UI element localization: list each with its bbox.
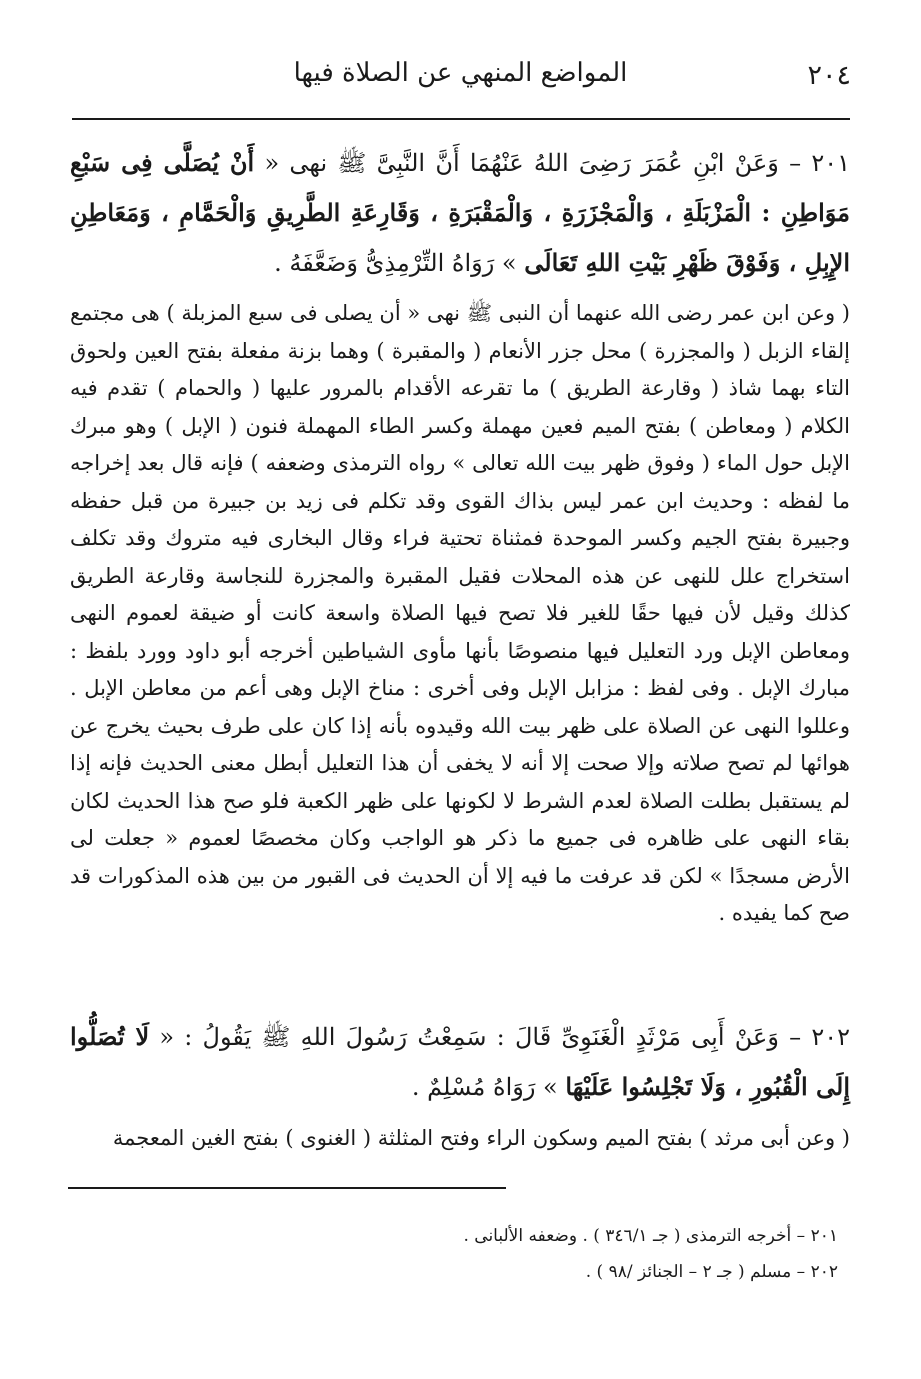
hadith-202-intro: ٢٠٢ – وَعَنْ أَبِى مَرْثَدٍ الْغَنَوِىِّ قَالَ : سَمِعْتُ رَسُولَ اللهِ ﷺ يَقُولُ : « xyxy=(159,1023,850,1051)
hadith-202 xyxy=(70,1012,850,1112)
hadith-202-outro: » رَوَاهُ مُسْلِمٌ . xyxy=(411,1073,558,1101)
commentary-202 xyxy=(70,1120,850,1158)
page-header xyxy=(70,52,851,96)
commentary-201-text: ( وعن ابن عمر رضى الله عنهما أن النبى ﷺ نهى « أن يصلى فى سبع المزبلة ) هى مجتمع إلقاء الزبل ( والمجزرة ) محل جزر الأنعام ( والمقبرة ) وهما بزنة مفعلة بفتح العين ولحوق التاء بهما شاذ ( وقارعة الطريق ) ما تقرعه الأقدام بالمرور عليها ( والحمام ) تقدم فيه الكلام ( ومعاطن ) بفتح الميم فعين مهملة وكسر الطاء المهملة فنون ( الإبل ) وهو مبرك الإبل حول الماء ( وفوق ظهر بيت الله تعالى » رواه الترمذى وضعفه ) فإنه قال بعد إخراجه ما لفظه : وحديث ابن عمر ليس بذاك القوى وقد تكلم فى زيد بن جبيرة من قبل حفظه وجبيرة بفتح الجيم وكسر الموحدة فمثناة تحتية فراء وقال البخارى فيه متروك وقد تكلف استخراج علل للنهى عن هذه المحلات فقيل المقبرة والمجزرة للنجاسة وقارعة الطريق كذلك وقيل لأن فيها حقًا للغير فلا تصح فيها الصلاة واسعة كانت أو ضيقة لعموم النهى ومعاطن الإبل ورد التعليل فيها منصوصًا بأنها مأوى الشياطين أخرجه أبو داود وورد بلفظ : مبارك الإبل . وفى لفظ : مزابل الإبل وفى أخرى : مناخ الإبل وهى أعم من معاطن الإبل . وعللوا النهى عن الصلاة على ظهر بيت الله وقيدوه بأنه إذا كان على طرف بحيث يخرج عن هوائها لم تصح صلاته وإلا صحت إلا أنه لا يخفى أن هذا التعليل أبطل معنى الحديث فإنه إذا لم يستقبل بطلت الصلاة لعدم الشرط لا لكونها على ظهر الكعبة فلو صح هذا الحديث لكان بقاء النهى على ظاهره فى جميع ما ذكر هو الواجب وكان مخصصًا لعموم « جعلت لى الأرض مسجدًا » لكن قد عرفت ما فيه إلا أن الحديث فى القبور من بين هذه المذكورات قد صح كما يفيده . xyxy=(70,301,850,925)
commentary-202-text: ( وعن أبى مرثد ) بفتح الميم وسكون الراء وفتح المثلثة ( الغنوى ) بفتح الغين المعجمة xyxy=(112,1126,850,1150)
hadith-202-quote: لَا تُصَلُّوا إِلَى الْقُبُورِ ، وَلَا تَجْلِسُوا عَلَيْهَا xyxy=(70,1022,850,1101)
footnotes xyxy=(70,1218,838,1290)
hadith-201-outro: » رَوَاهُ التِّرْمِذِىُّ وَضَعَّفَهُ . xyxy=(274,249,517,277)
hadith-201 xyxy=(70,138,850,288)
footnote-202: ٢٠٢ – مسلم ( جـ ٢ – الجنائز /٩٨ ) . xyxy=(585,1262,838,1282)
page-title: المواضع المنهي عن الصلاة فيها xyxy=(293,58,628,88)
hadith-201-quote: أَنْ يُصَلَّى فِى سَبْعِ مَوَاطِنِ : الْمَزْبَلَةِ ، وَالْمَجْزَرَةِ ، وَالْمَقْبَرَةِ ، وَقَارِعَةِ الطَّرِيقِ وَالْحَمَّامِ ، وَمَعَاطِنِ الإِبِلِ ، وَفَوْقَ ظَهْرِ بَيْتِ اللهِ تَعَالَى xyxy=(70,148,850,277)
page-number: ٢٠٤ xyxy=(807,60,851,91)
commentary-201 xyxy=(70,295,850,933)
footnote-divider xyxy=(68,1187,506,1189)
header-divider xyxy=(72,118,850,120)
footnote-201: ٢٠١ – أخرجه الترمذى ( جـ ٣٤٦/١ ) . وضعفه الألبانى . xyxy=(463,1226,838,1246)
hadith-201-intro: ٢٠١ – وَعَنْ ابْنِ عُمَرَ رَضِىَ اللهُ عَنْهُمَا أَنَّ النَّبِىَّ ﷺ نهى « xyxy=(264,149,850,177)
